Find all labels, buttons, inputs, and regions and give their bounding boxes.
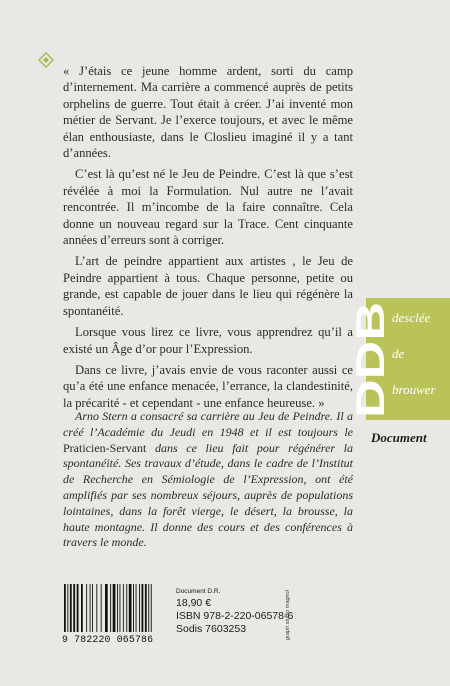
isbn: ISBN 978-2-220-06578-6 xyxy=(176,610,294,622)
barcode-bar xyxy=(129,584,132,632)
barcode-bar xyxy=(133,584,134,632)
bio-text: dans ce lieu fait pour régénérer la spontanéité. Ses travaux d’étude, dans le cadre de l’Institut de Recherche en Sémiologie de l’Expression, ont été amplifiés par ses nombreux séjours, auprès de populations lointaines, dans la forêt vierge, le désert, la brousse, la haute montagne. Il donne des cours et des conférences à travers le monde. xyxy=(63,440,353,550)
barcode-bar xyxy=(110,584,111,632)
quote-paragraph: L’art de peindre appartient aux artistes , le Jeu de Peindre appartient à tous. Chaque personne, petite ou grande, est capable de jouer dans le lieu qui régénère la spontanéité. xyxy=(63,254,353,318)
price: 18,90 € xyxy=(176,597,212,609)
barcode-bar xyxy=(117,584,118,632)
barcode-bar xyxy=(77,584,79,632)
quote-paragraph: Lorsque vous lirez ce livre, vous apprendrez qu’il a existé un Âge d’or pour l’Expression. xyxy=(63,325,353,356)
barcode-bar xyxy=(101,584,102,632)
logo-word-3: brouwer xyxy=(392,382,436,397)
bio-paragraph xyxy=(63,409,353,551)
quote-paragraph: Dans ce livre, j’avais envie de vous raconter aussi ce qu’a été une enfance menacée, l’errance, la clandestinité, la précarité - et cependant - une enfance heureuse. » xyxy=(63,362,353,410)
bio-text: Arno Stern a consacré sa carrière au Jeu de Peindre. Il a créé l’Académie du Jeudi en 1948 et il est toujours le xyxy=(63,409,353,439)
barcode-bar xyxy=(81,584,83,632)
logo-letters: DDB xyxy=(349,331,393,418)
barcode-bar xyxy=(90,584,91,632)
barcode-bar xyxy=(113,584,116,632)
quote-paragraph: « J’étais ce jeune homme ardent, sorti du camp d’internement. Ma carrière a commencé auprès de petits orphelins de guerre. Tout était à créer. J’ai inventé mon métier de Servant. Je l’exerce toujours, et avec le même élan enthousiaste, dans le Closlieu imaginé il y a tant d’années. xyxy=(63,64,353,161)
barcode-bar xyxy=(126,584,127,632)
barcode-bar xyxy=(64,584,66,632)
sodis-code: Sodis 7603253 xyxy=(176,623,247,635)
barcode-bar xyxy=(92,584,93,632)
publisher-logo xyxy=(349,298,450,420)
barcode-bar xyxy=(73,584,75,632)
logo-word-1: desclée xyxy=(392,310,431,325)
logo-word-2: de xyxy=(392,346,405,361)
book-metadata xyxy=(176,588,293,636)
barcode-digits: 9 782220 065786 xyxy=(62,634,154,645)
doc-credit: Document D.R. xyxy=(176,588,221,595)
barcode-bar xyxy=(136,584,137,632)
barcode-bar xyxy=(142,584,144,632)
barcode-bar xyxy=(67,584,68,632)
quote-paragraph: C’est là qu’est né le Jeu de Peindre. C’est là que s’est révélée à moi la Formulation. Nul autre ne l’avait rencontrée. Il m’incombe de la faire connaître. Cela donne un nouveau regard sur la Trace. Cent cinquante années d’erreurs sont à corriger. xyxy=(63,167,353,248)
author-quote xyxy=(63,63,353,416)
barcode xyxy=(62,584,170,639)
barcode-bar xyxy=(105,584,108,632)
barcode-bar xyxy=(120,584,121,632)
barcode-bar xyxy=(148,584,149,632)
barcode-bar xyxy=(151,584,152,632)
author-bio xyxy=(63,409,353,551)
collection-label: Document xyxy=(371,430,427,445)
diamond-ornament-icon xyxy=(38,52,54,68)
bio-emphasis: Praticien-Servant xyxy=(63,440,147,455)
barcode-bar xyxy=(123,584,124,632)
barcode-bar xyxy=(86,584,87,632)
barcode-bar xyxy=(139,584,140,632)
barcode-bar xyxy=(145,584,147,632)
barcode-bar xyxy=(96,584,97,632)
barcode-bars xyxy=(62,584,170,634)
barcode-bar xyxy=(70,584,72,632)
design-credit: graph studio magnol xyxy=(285,590,291,640)
